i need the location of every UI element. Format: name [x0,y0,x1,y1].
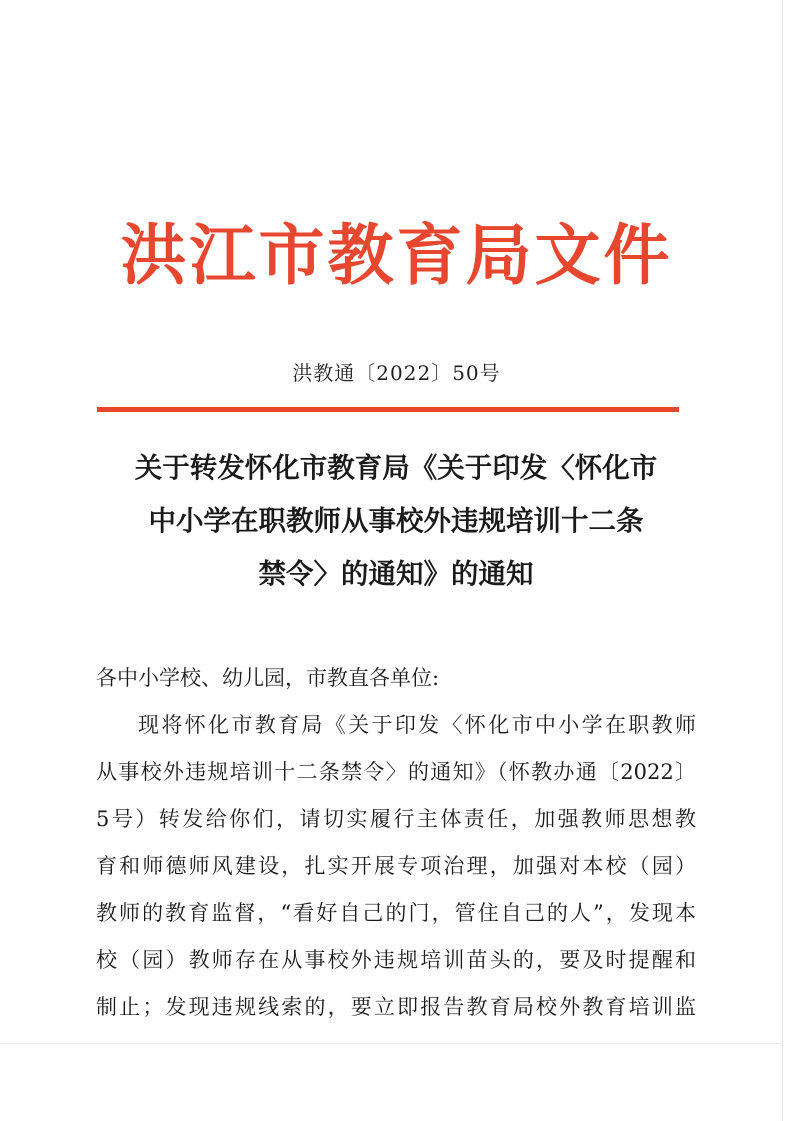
body-line: 制止；发现违规线索的，要立即报告教育局校外教育培训监 [96,995,696,1019]
document-number: 洪教通〔2022〕50号 [292,361,501,385]
document-body [96,655,696,1031]
body-line: 育和师德师风建设，扎实开展专项治理，加强对本校（园） [96,854,696,878]
body-line: 5号）转发给你们，请切实履行主体责任，加强教师思想教 [96,807,696,831]
document-title [96,442,696,601]
red-separator-rule [97,407,679,412]
document-masthead: 洪江市教育局文件 [120,216,673,294]
footer-divider [0,1043,783,1044]
title-line: 关于转发怀化市教育局《关于印发〈怀化市 [134,452,658,484]
salutation: 各中小学校、幼儿园，市教直各单位: [96,666,440,690]
body-line: 现将怀化市教育局《关于印发〈怀化市中小学在职教师 [138,713,696,737]
page-edge-line [782,0,783,1121]
body-line: 从事校外违规培训十二条禁令〉的通知》（怀教办通〔2022〕 [96,760,696,784]
body-line: 校（园）教师存在从事校外违规培训苗头的，要及时提醒和 [96,948,696,972]
body-line: 教师的教育监督，“看好自己的门，管住自己的人”，发现本 [96,901,696,925]
title-line: 禁令〉的通知》的通知 [258,558,534,590]
title-line: 中小学在职教师从事校外违规培训十二条 [148,505,644,537]
